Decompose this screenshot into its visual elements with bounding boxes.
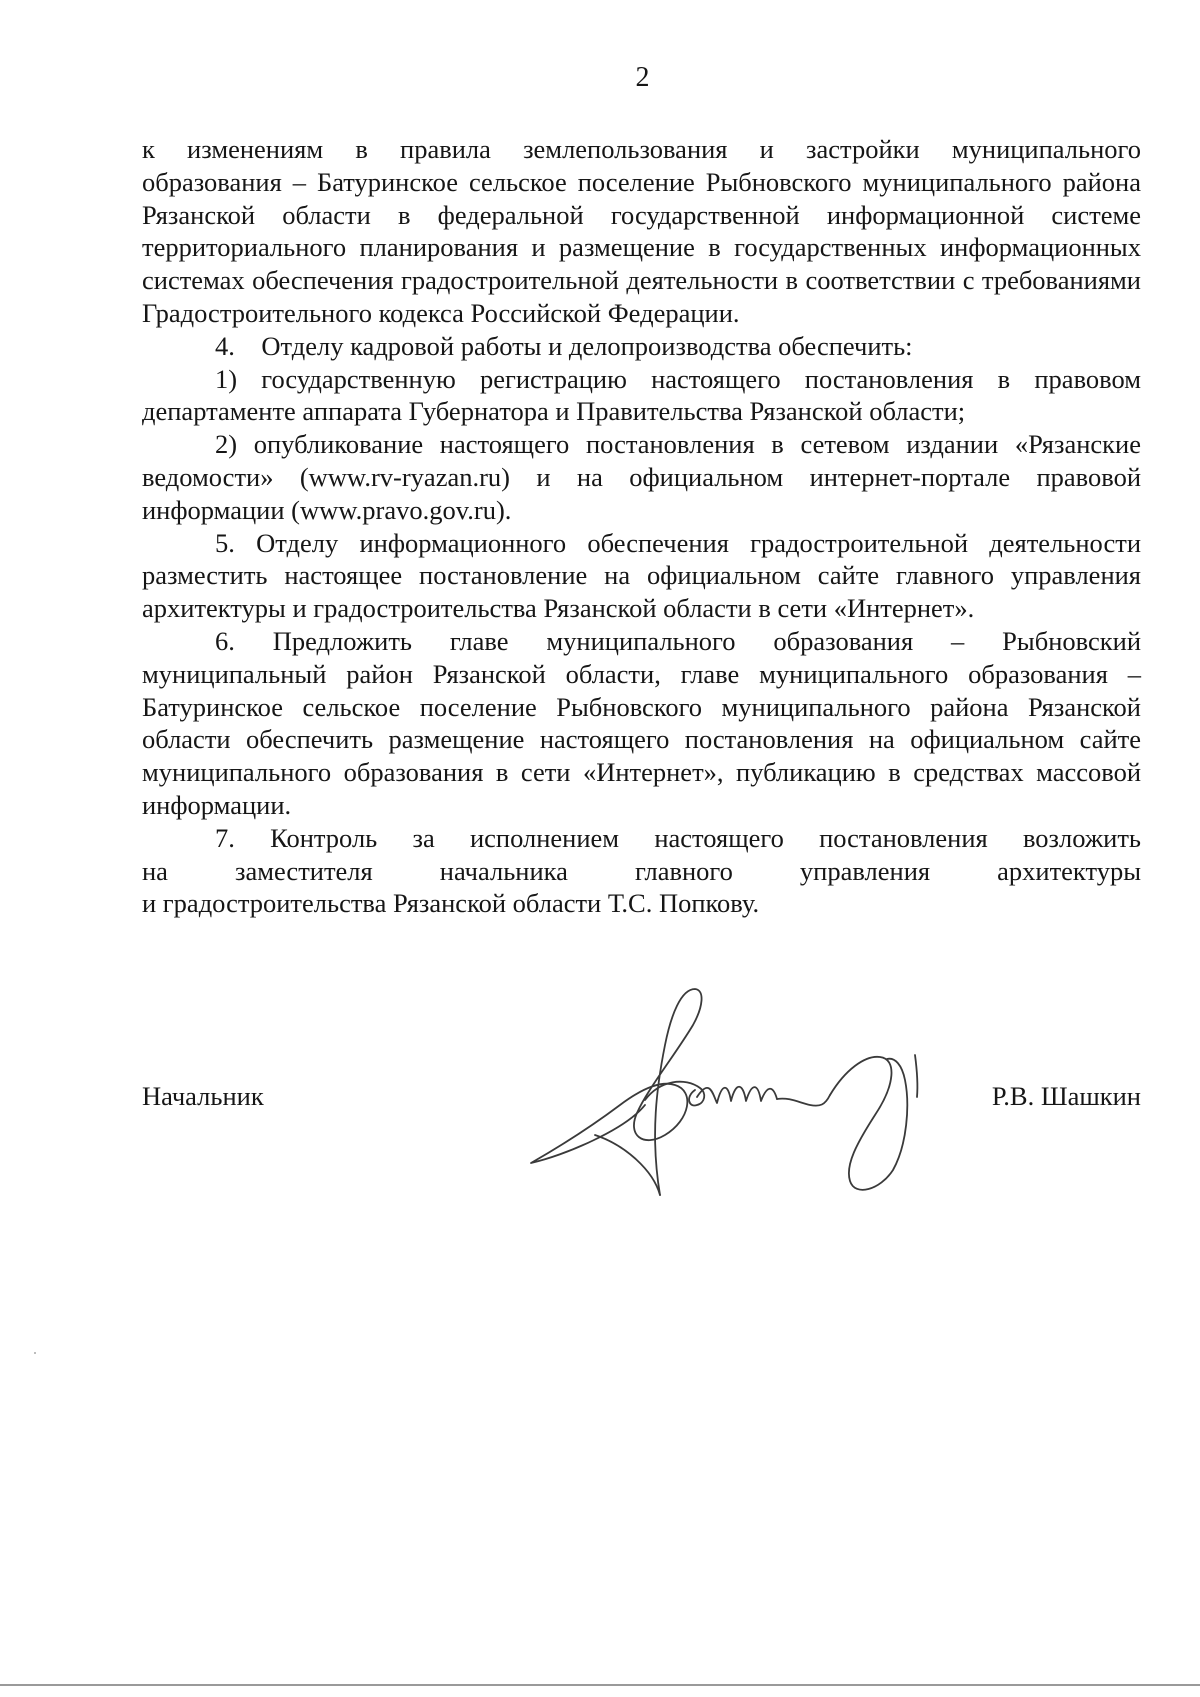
intro-continuation: образования – Батуринское сельское поселение Рыбновского муниципального района Рязанской области в федеральной государственной информационной системе территориального планирования и размещение в государственных информационных системах обеспечения градостроительной деятельности в соответствии с требованиями Градостроительного кодекса Российской Федерации. <box>142 166 1141 328</box>
item-5: 5. Отделу информационного обеспечения градостроительной деятельности разместить настоящее постановление на официальном сайте главного управления архитектуры и градостроительства Рязанской области в сети «Интернет». <box>142 527 1141 624</box>
item-7-line-2: на заместителя начальника главного управления архитектуры <box>142 855 1141 886</box>
item-4-2: 2) опубликование настоящего постановления в сетевом издании «Рязанские ведомости» (www.rv-ryazan.ru) и на официальном интернет-портале правовой информации (www.pravo.gov.ru). <box>142 429 1141 525</box>
page-bottom-edge <box>0 1684 1200 1686</box>
item-6: 6. Предложить главе муниципального образования – Рыбновский муниципальный район Рязанской области, главе муниципального образования – Батуринское сельское поселение Рыбновского муниципального района Рязанской области обеспечить размещение настоящего постановления на официальном сайте муниципального образования в сети «Интернет», публикацию в средствах массовой информации. <box>142 625 1141 820</box>
intro-first-line: к изменениям в правила землепользования и застройки муниципального <box>142 134 1141 164</box>
signer-name: Р.В. Шашкин <box>991 1081 1141 1111</box>
page-number: 2 <box>635 62 650 93</box>
item-7 <box>142 822 1141 920</box>
scan-artifact <box>34 1352 36 1354</box>
item-4: 4. Отделу кадровой работы и делопроизводства обеспечить: <box>215 330 913 361</box>
signer-title: Начальник <box>142 1081 264 1111</box>
intro-paragraph <box>142 133 1141 330</box>
item-7-line-3: и градостроительства Рязанской области Т.С. Попкову. <box>142 888 760 919</box>
item-4-1: 1) государственную регистрацию настоящего постановления в правовом департаменте аппарата Губернатора и Правительства Рязанской области; <box>142 363 1141 427</box>
item-7-line-1: 7. Контроль за исполнением настоящего постановления возложить <box>215 822 1141 853</box>
signature-block <box>142 1080 1141 1120</box>
document-body <box>142 133 1141 920</box>
